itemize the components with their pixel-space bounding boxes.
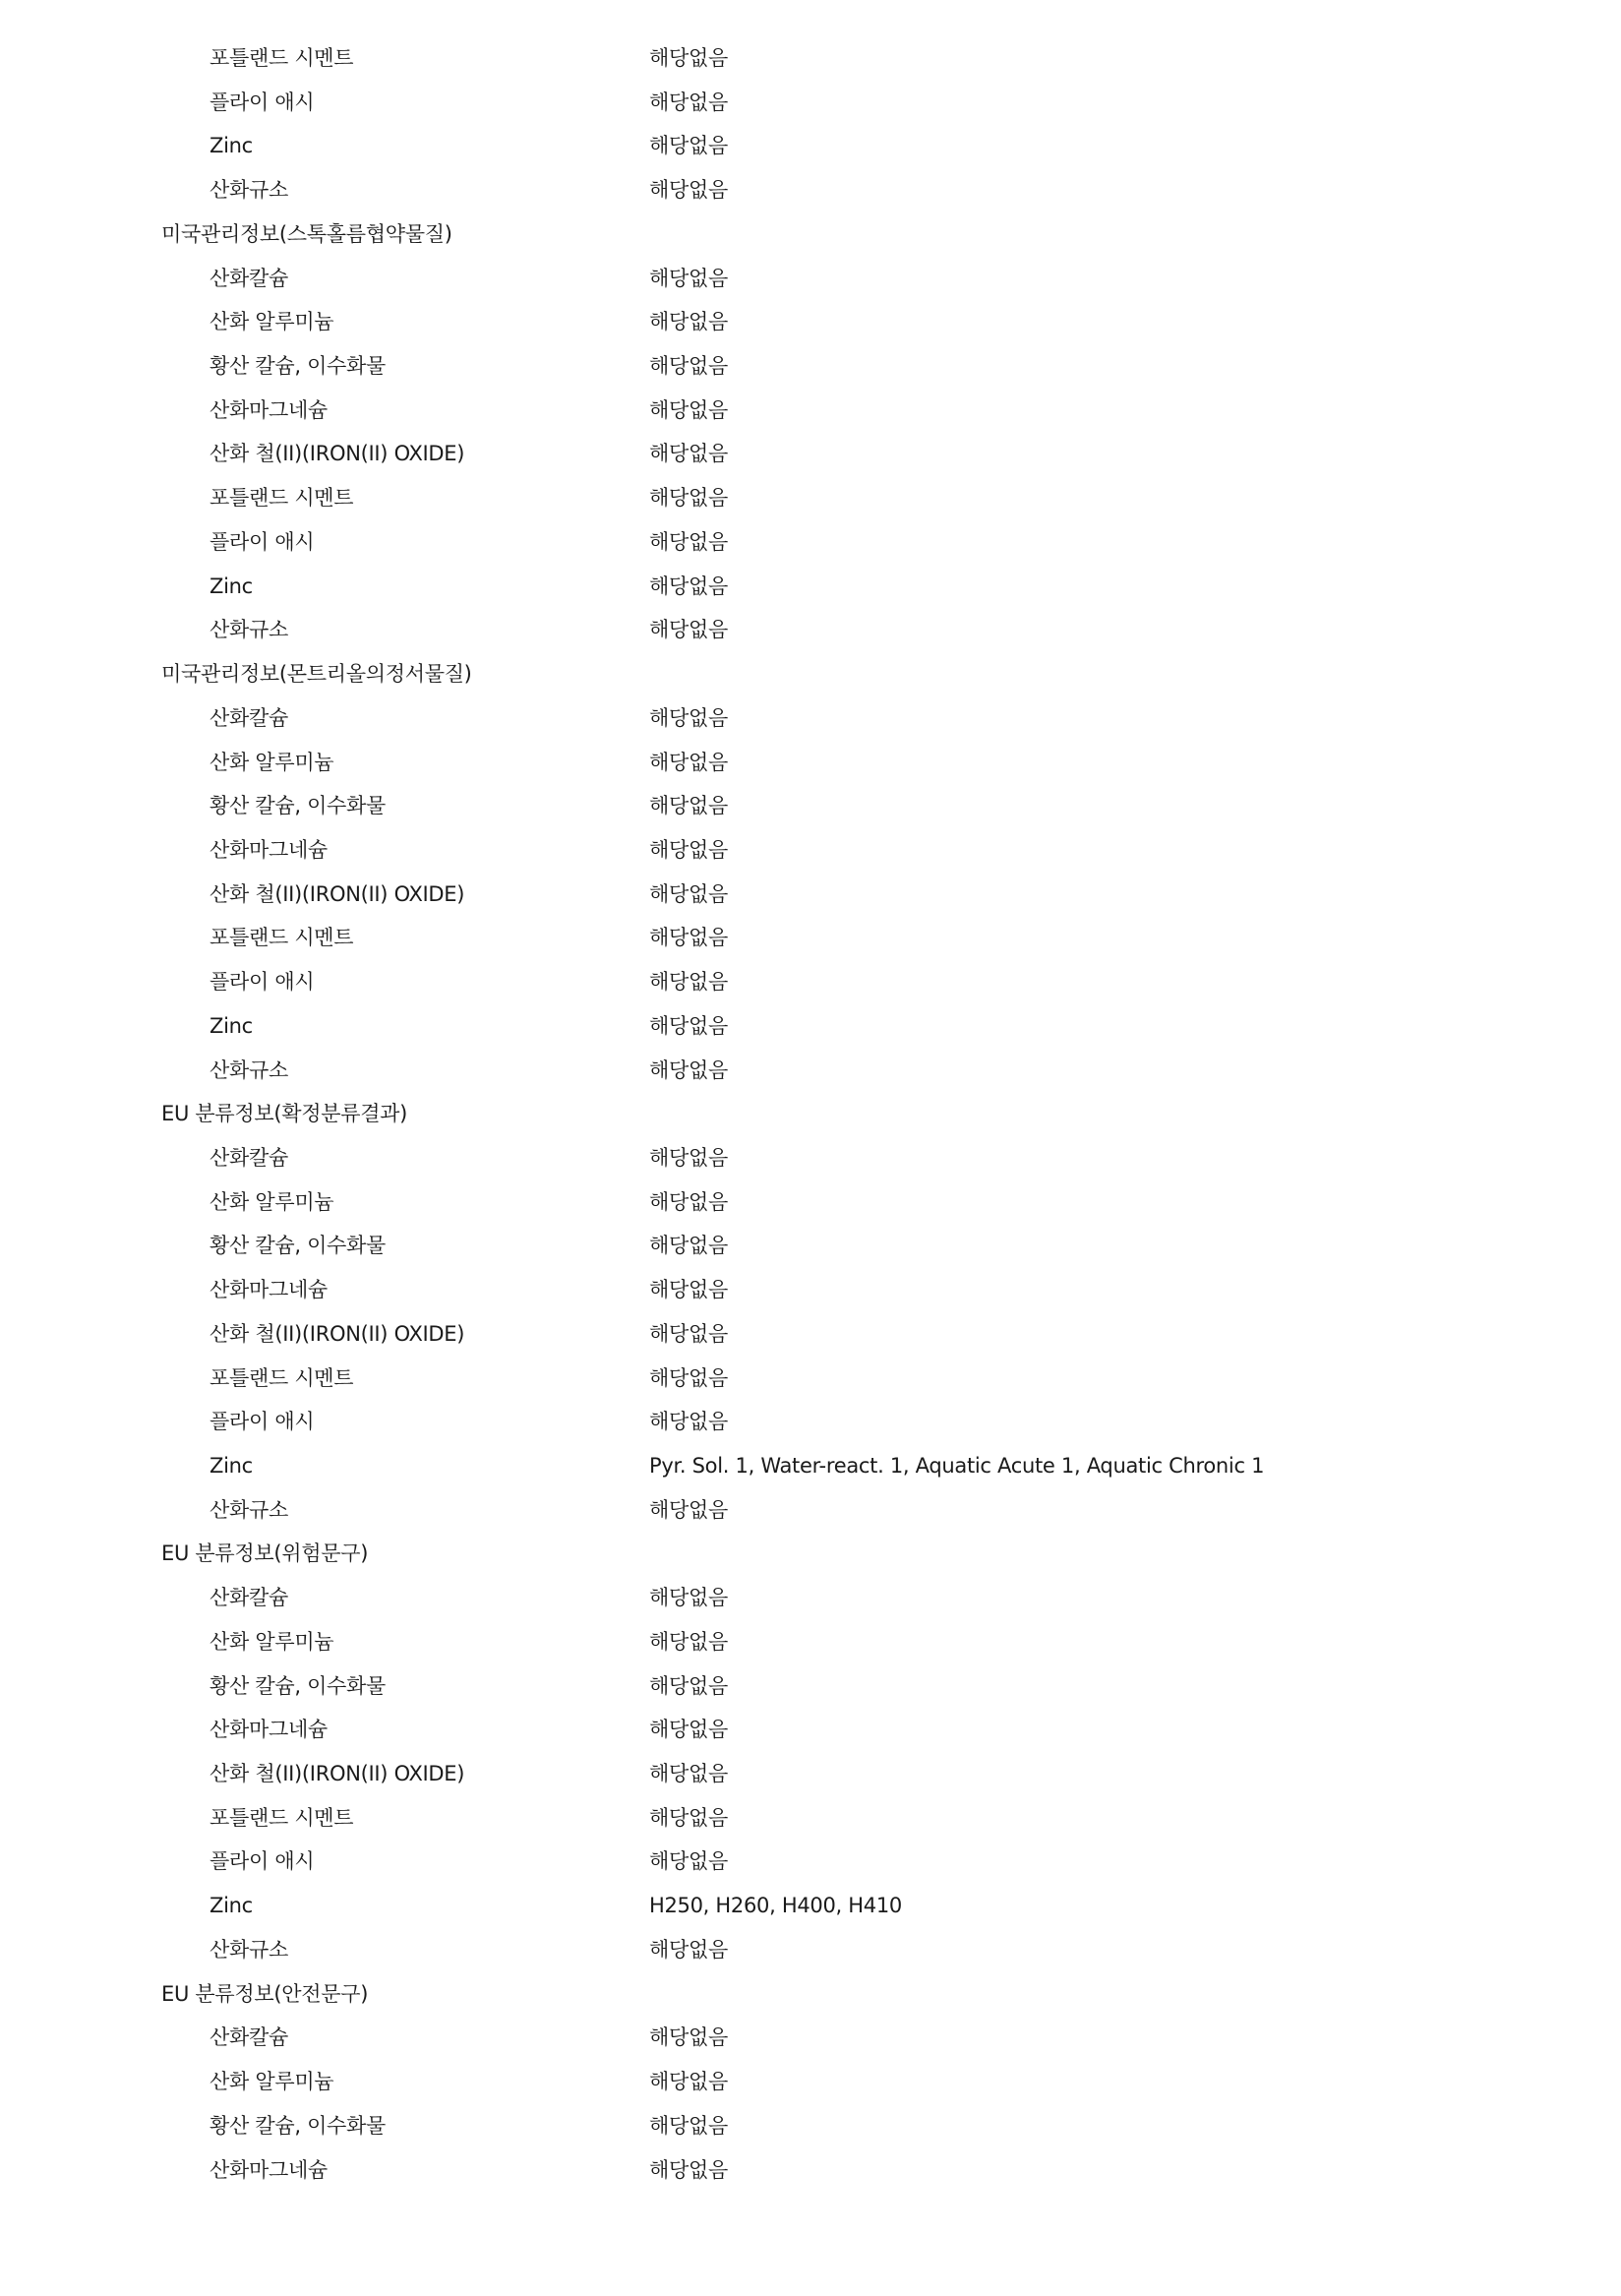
substance-row	[0, 1004, 1621, 1049]
substance-row	[0, 124, 1621, 168]
substance-value: 해당없음	[649, 970, 728, 995]
section-heading-row	[0, 1972, 1621, 2017]
substance-name: 포틀랜드 시멘트	[210, 1805, 354, 1830]
substance-row	[0, 1840, 1621, 1884]
substance-name: 포틀랜드 시멘트	[210, 46, 354, 70]
substance-name: 포틀랜드 시멘트	[210, 486, 354, 511]
substance-value: 해당없음	[649, 1629, 728, 1654]
substance-row	[0, 1180, 1621, 1225]
substance-name: 산화 철(II)(IRON(II) OXIDE)	[210, 1321, 465, 1346]
substance-name: 산화칼슘	[210, 1145, 288, 1170]
section-heading-row	[0, 212, 1621, 257]
substance-row	[0, 741, 1621, 785]
substance-row	[0, 2104, 1621, 2148]
substance-value: 해당없음	[649, 1057, 728, 1082]
substance-value: 해당없음	[649, 134, 728, 158]
section-heading-row	[0, 1532, 1621, 1576]
substance-value: 해당없음	[649, 1805, 728, 1830]
substance-row	[0, 2060, 1621, 2104]
substance-value: 해당없음	[649, 310, 728, 334]
substance-name: Zinc	[210, 1894, 253, 1918]
substance-name: 산화규소	[210, 1497, 288, 1522]
substance-value: 해당없음	[649, 1762, 728, 1786]
substance-name: 포틀랜드 시멘트	[210, 926, 354, 950]
substance-row	[0, 520, 1621, 565]
substance-row	[0, 2148, 1621, 2193]
substance-value: 해당없음	[649, 442, 728, 466]
substance-value: 해당없음	[649, 397, 728, 422]
substance-row	[0, 1928, 1621, 1972]
substance-value: 해당없음	[649, 1586, 728, 1610]
substance-row	[0, 1576, 1621, 1620]
substance-value: 해당없음	[649, 705, 728, 730]
substance-value: 해당없음	[649, 837, 728, 862]
substance-row	[0, 1224, 1621, 1268]
substance-name: 산화 알루미늄	[210, 750, 334, 774]
substance-name: 산화 철(II)(IRON(II) OXIDE)	[210, 881, 465, 906]
substance-row	[0, 1268, 1621, 1312]
substance-value: 해당없음	[649, 266, 728, 290]
substance-value: 해당없음	[649, 529, 728, 554]
substance-row	[0, 1708, 1621, 1752]
substance-name: 산화 알루미늄	[210, 2070, 334, 2094]
substance-value: 해당없음	[649, 794, 728, 818]
substance-name: 산화마그네슘	[210, 1718, 328, 1742]
substance-name: 산화마그네슘	[210, 1278, 328, 1302]
section-heading: 미국관리정보(몬트리올의정서물질)	[161, 662, 472, 687]
substance-value: 해당없음	[649, 1849, 728, 1874]
substance-value: 해당없음	[649, 618, 728, 642]
substance-value: Pyr. Sol. 1, Water-react. 1, Aquatic Acute 1, Aquatic Chronic 1	[649, 1454, 1265, 1478]
substance-name: Zinc	[210, 134, 253, 158]
substance-value: 해당없음	[649, 1497, 728, 1522]
substance-value: 해당없음	[649, 574, 728, 598]
substance-row	[0, 476, 1621, 520]
substance-name: 황산 칼슘, 이수화물	[210, 1234, 387, 1258]
substance-name: 산화마그네슘	[210, 2157, 328, 2182]
substance-row	[0, 1444, 1621, 1488]
substance-row	[0, 873, 1621, 917]
substance-row	[0, 1796, 1621, 1841]
substance-row	[0, 1049, 1621, 1093]
substance-row	[0, 168, 1621, 212]
substance-row	[0, 344, 1621, 389]
substance-name: 산화칼슘	[210, 1586, 288, 1610]
substance-row	[0, 1664, 1621, 1709]
substance-name: Zinc	[210, 574, 253, 598]
substance-value: 해당없음	[649, 2157, 728, 2182]
substance-name: 산화규소	[210, 1057, 288, 1082]
substance-value: 해당없음	[649, 750, 728, 774]
substance-row	[0, 432, 1621, 476]
substance-row	[0, 1136, 1621, 1180]
substance-value: 해당없음	[649, 2070, 728, 2094]
substance-value: 해당없음	[649, 1937, 728, 1962]
substance-name: 산화 알루미늄	[210, 310, 334, 334]
substance-name: 포틀랜드 시멘트	[210, 1365, 354, 1390]
section-heading: 미국관리정보(스톡홀름협약물질)	[161, 221, 452, 246]
substance-row	[0, 257, 1621, 301]
substance-row	[0, 1620, 1621, 1664]
document-body	[0, 36, 1621, 2192]
substance-name: 산화칼슘	[210, 2025, 288, 2050]
substance-value: 해당없음	[649, 881, 728, 906]
substance-name: 황산 칼슘, 이수화물	[210, 1673, 387, 1698]
substance-value: 해당없음	[649, 1278, 728, 1302]
substance-row	[0, 696, 1621, 741]
substance-name: Zinc	[210, 1454, 253, 1478]
substance-name: Zinc	[210, 1013, 253, 1038]
substance-row	[0, 960, 1621, 1004]
substance-row	[0, 565, 1621, 609]
substance-name: 산화 알루미늄	[210, 1629, 334, 1654]
substance-row	[0, 1488, 1621, 1533]
substance-row	[0, 36, 1621, 81]
substance-name: 황산 칼슘, 이수화물	[210, 354, 387, 379]
substance-row	[0, 828, 1621, 873]
substance-row	[0, 1752, 1621, 1796]
substance-value: H250, H260, H400, H410	[649, 1894, 902, 1918]
substance-row	[0, 300, 1621, 344]
substance-value: 해당없음	[649, 1013, 728, 1038]
substance-name: 산화 철(II)(IRON(II) OXIDE)	[210, 1762, 465, 1786]
substance-value: 해당없음	[649, 2113, 728, 2138]
substance-name: 산화마그네슘	[210, 837, 328, 862]
substance-value: 해당없음	[649, 178, 728, 203]
substance-value: 해당없음	[649, 1673, 728, 1698]
substance-name: 산화규소	[210, 618, 288, 642]
substance-name: 산화칼슘	[210, 705, 288, 730]
substance-value: 해당없음	[649, 46, 728, 70]
substance-row	[0, 1357, 1621, 1401]
substance-row	[0, 1400, 1621, 1444]
substance-value: 해당없음	[649, 2025, 728, 2050]
substance-value: 해당없음	[649, 1189, 728, 1214]
substance-value: 해당없음	[649, 1234, 728, 1258]
substance-name: 산화규소	[210, 1937, 288, 1962]
section-heading: EU 분류정보(위험문구)	[161, 1541, 369, 1566]
substance-row	[0, 1884, 1621, 1928]
substance-value: 해당없음	[649, 486, 728, 511]
substance-name: 산화 철(II)(IRON(II) OXIDE)	[210, 442, 465, 466]
substance-row	[0, 608, 1621, 652]
substance-name: 플라이 애시	[210, 90, 315, 114]
substance-row	[0, 1312, 1621, 1357]
section-heading-row	[0, 1092, 1621, 1136]
substance-name: 산화규소	[210, 178, 288, 203]
substance-value: 해당없음	[649, 1145, 728, 1170]
substance-name: 산화 알루미늄	[210, 1189, 334, 1214]
substance-row	[0, 916, 1621, 960]
substance-value: 해당없음	[649, 1718, 728, 1742]
substance-name: 황산 칼슘, 이수화물	[210, 794, 387, 818]
section-heading-row	[0, 652, 1621, 696]
substance-value: 해당없음	[649, 1410, 728, 1434]
substance-row	[0, 2016, 1621, 2060]
substance-name: 플라이 애시	[210, 1410, 315, 1434]
substance-name: 플라이 애시	[210, 970, 315, 995]
substance-row	[0, 81, 1621, 125]
substance-row	[0, 784, 1621, 828]
substance-name: 플라이 애시	[210, 1849, 315, 1874]
section-heading: EU 분류정보(안전문구)	[161, 1981, 369, 2006]
substance-value: 해당없음	[649, 1365, 728, 1390]
substance-value: 해당없음	[649, 926, 728, 950]
substance-name: 산화마그네슘	[210, 397, 328, 422]
substance-name: 산화칼슘	[210, 266, 288, 290]
substance-row	[0, 389, 1621, 433]
section-heading: EU 분류정보(확정분류결과)	[161, 1102, 408, 1126]
substance-value: 해당없음	[649, 1321, 728, 1346]
substance-name: 플라이 애시	[210, 529, 315, 554]
substance-value: 해당없음	[649, 354, 728, 379]
substance-value: 해당없음	[649, 90, 728, 114]
substance-name: 황산 칼슘, 이수화물	[210, 2113, 387, 2138]
